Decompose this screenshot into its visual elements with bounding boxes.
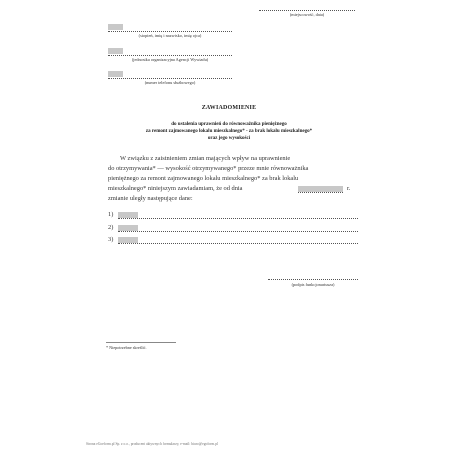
- signature-label: (podpis funkcjonariusza): [291, 282, 335, 287]
- body-line-3: pieniężnego za remont zajmowanego lokalu mieszkalnego* za brak lokalu: [108, 175, 299, 182]
- document-subtitle-line-1: do ustalenia uprawnień do równoważnika pieniężnego: [171, 122, 287, 127]
- body-line-4-end: r.: [347, 185, 351, 192]
- phone-line[interactable]: [108, 78, 232, 79]
- agency-unit-line[interactable]: [108, 55, 232, 56]
- item-3-line[interactable]: [118, 243, 358, 244]
- date-field-line[interactable]: [298, 192, 343, 193]
- document-subtitle-line-3: oraz jego wysokości: [207, 136, 251, 141]
- item-2-line[interactable]: [118, 231, 358, 232]
- footnote-divider: [106, 342, 176, 343]
- name-rank-line[interactable]: [108, 31, 232, 32]
- phone-field-highlight[interactable]: [108, 71, 123, 77]
- body-line-5: zmianie uległy następujące dane:: [108, 195, 193, 202]
- body-line-1: W związku z zaistnieniem zmian mających wpływ na uprawnienie: [120, 155, 291, 162]
- document-subtitle-line-2: za remont zajmowanego lokalu mieszkalnego* - za brak lokalu mieszkalnego*: [145, 129, 313, 134]
- phone-label: (numer telefonu służbowego): [144, 80, 196, 85]
- name-rank-label: (stopień, imię i nazwisko, imię ojca): [138, 33, 202, 38]
- place-date-label: (miejscowość, data): [289, 12, 325, 17]
- document-title: ZAWIADOMIENIE: [201, 105, 257, 111]
- item-3-number: 3): [108, 236, 114, 243]
- item-1-line[interactable]: [118, 218, 358, 219]
- footnote-text: * Niepotrzebne skreślić.: [106, 345, 147, 350]
- body-line-2: do otrzymywania* — wysokość otrzymywanego* przeze mnie równoważnika: [108, 165, 309, 172]
- name-field-highlight[interactable]: [108, 24, 123, 30]
- signature-line[interactable]: [268, 279, 358, 280]
- agency-unit-label: (jednostka organizacyjna Agencji Wywiadu): [131, 57, 209, 62]
- item-1-number: 1): [108, 211, 114, 218]
- place-date-line[interactable]: [259, 10, 355, 11]
- body-line-4: mieszkalnego* niniejszym zawiadamiam, że od dnia: [108, 185, 243, 192]
- agency-field-highlight[interactable]: [108, 48, 123, 54]
- item-2-number: 2): [108, 224, 114, 231]
- page-footer: Strona eGoeform.pl Sp. z o.o., producent aktywnych formularzy, e-mail: biuro@egoform.pl: [86, 442, 219, 446]
